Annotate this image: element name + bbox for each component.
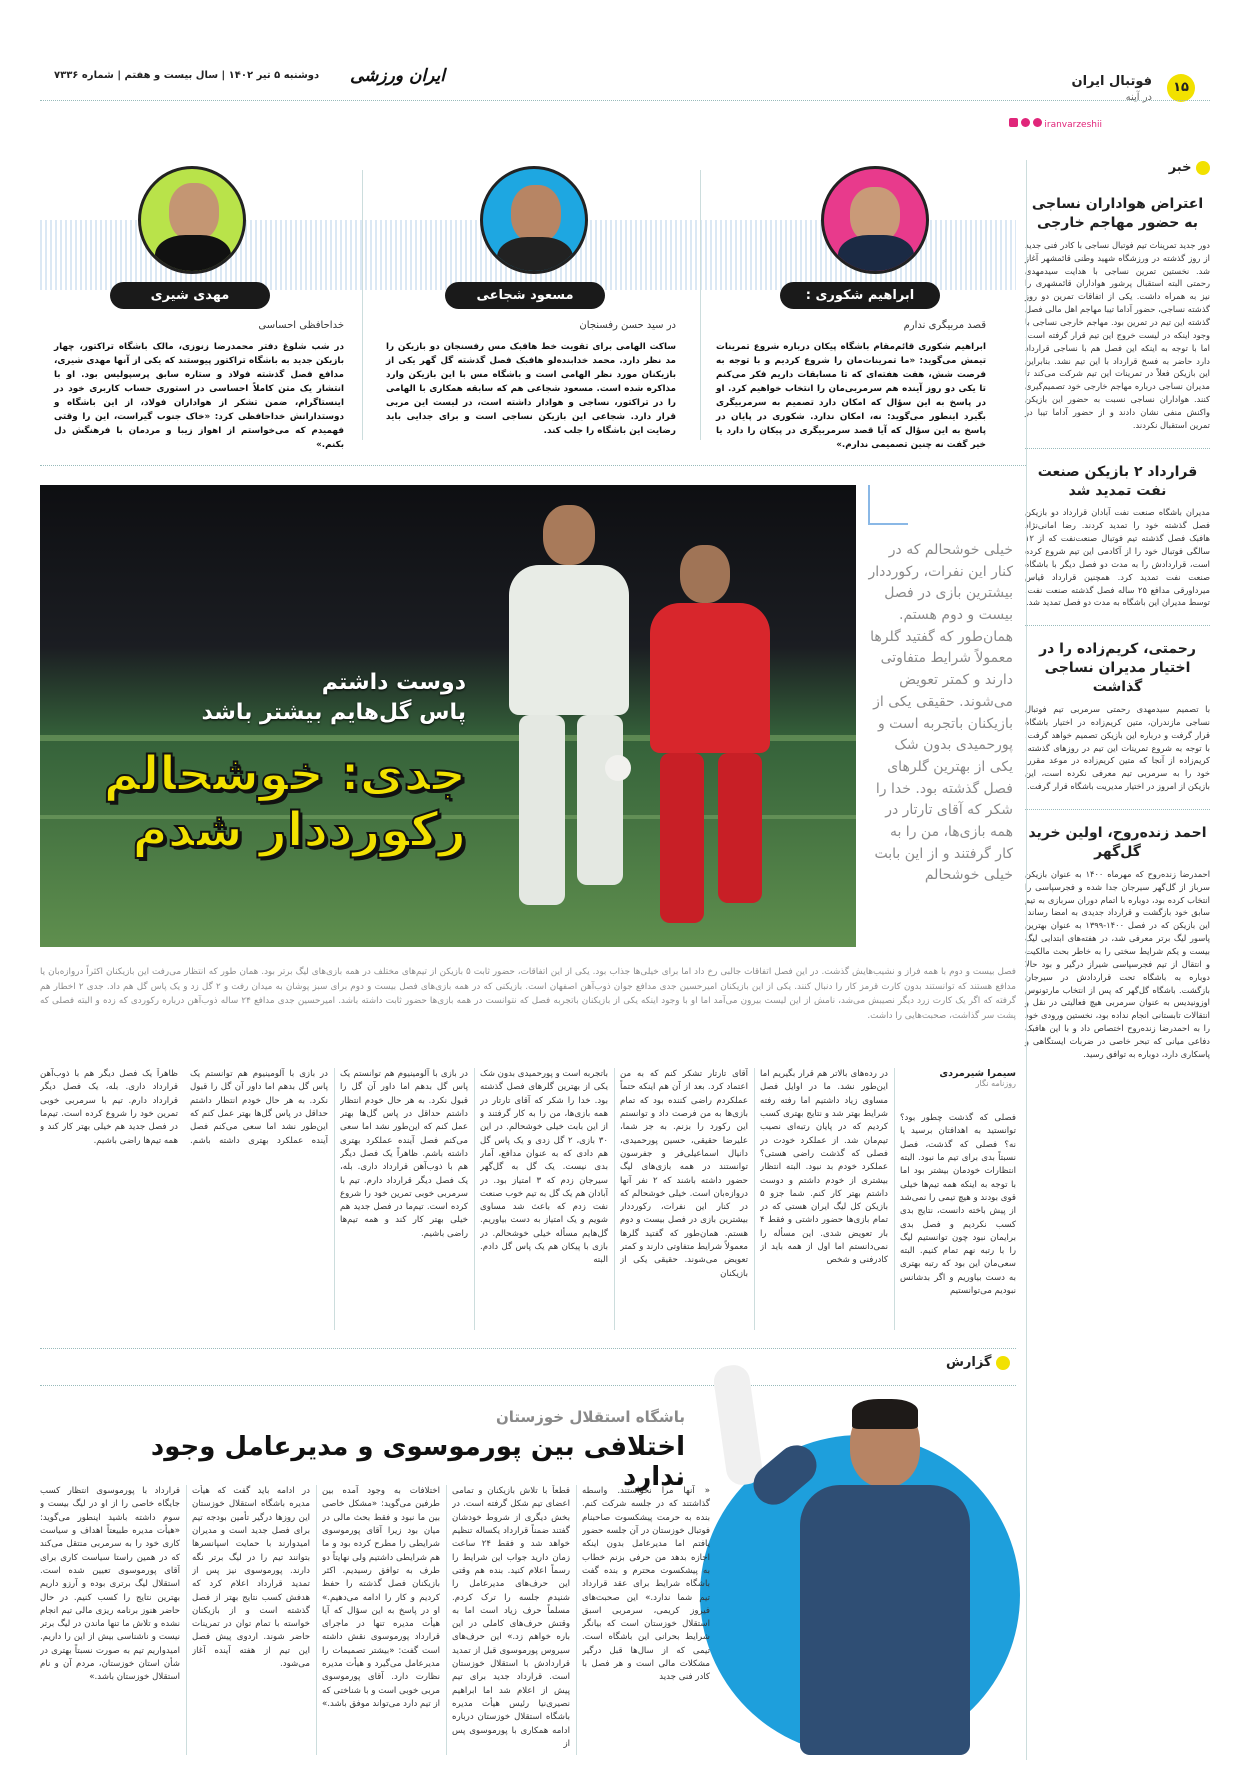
feature-photo xyxy=(40,485,856,947)
sidebar-item[interactable] xyxy=(1025,824,1210,1061)
twitter-icon xyxy=(1033,118,1042,127)
sidebar-divider xyxy=(1025,448,1210,449)
telegram-icon xyxy=(1021,118,1030,127)
feature-kicker-2: پاس گل‌هایم بیشتر باشد xyxy=(201,700,466,725)
sidebar-separator xyxy=(1026,160,1027,1760)
pull-quote-icon xyxy=(868,485,908,525)
column-rule xyxy=(316,1485,317,1755)
page-header xyxy=(0,0,1250,130)
yellow-dot-icon xyxy=(996,1356,1010,1370)
news-body: مدیران باشگاه صنعت نفت آبادان قرارداد دو بازیکن فصل گذشته خود را تمدید کردند. رضا امانی‌نژاد هافبک فصل گذشته تیم فوتبال صنعت‌نفت که از ۱۲ سالگی فوتبال خود را از آکادمی این تیم شروع کرده است، قراردادش را به مدت دو فصل دیگر با باشگاه صنعت نفت تمدید کرد. همچنین قرارداد قیاس میرداورقی مدافع ۲۵ ساله فصل گذشته صنعت نفت، توسط مدیران این باشگاه به مدت دو فصل تمدید شد. xyxy=(1025,507,1210,608)
section-subtitle: در آینه xyxy=(1125,92,1152,103)
feature-lead: فصل بیست و دوم با همه فراز و نشیب‌هایش گذشت. در این فصل اتفاقات جالبی رخ داد اما برای خیلی‌ها جذاب بود. یکی از این اتفاقات، حضور ثابت ۵ بازیکن از تیم‌های مختلف در همه بازی‌های لیگ برتر بود. همان طور که انتظار می‌رفت این بازیکنان اکثراً دروازه‌بان یا مدافع هستند که توانستند بدون کارت قرمز کار را دنبال کنند. یکی از این بازیکنان امیرحسین جدی مدافع جوان ذوب‌آهن اصفهان است. بازیکنی که در همه بازی‌های فصل بیست و دوم برای سبز پوشان به میدان رفت و ۲ گل زد و یک پاس گل هم داد. جدی ۲ اخطار هم گرفته که اگر یک کارت زرد دیگر نصیبش می‌شد، نامش از این لیست بیرون می‌آمد اما او با وجود اینکه یکی از بازیکنان باتجربه فصل که نتوانست در همه بازی‌ها حضور ثابت داشته باشد. امیرحسین جدی مدافع ۲۴ ساله ذوب‌آهن درباره رکوردی که زده و البته فصلی که پشت سر گذاشت، صحبت‌هایی را داشت. xyxy=(40,967,1016,1021)
article-column: فصلی که گذشت چطور بود؟ توانستید به اهدافتان برسید یا نه؟ فصلی که گذشت، فصل نسبتاً بدی برای تیم ما نبود. البته انتظارات خودمان بیشتر بود اما با توجه به اینکه همه تیم‌ها خیلی قوی بودند و هیچ تیمی را نمی‌شد از پیش باخته دانست، نتایج بدی کسب نکردیم و فصل بدی برایمان نبود چون توانستیم لیگ را با رتبه نهم تمام کنیم. البته سعی‌مان این بود که رتبه بهتری به دست بیاوریم و اگر بدشانس نبودیم می‌توانستیم xyxy=(900,1113,1016,1297)
feature-headline: جدی: خوشحالم xyxy=(103,746,466,802)
article-column: آقای تارتار تشکر کنم که به من اعتماد کرد. بعد از آن هم اینکه حتماً عملکردم راضی کننده بود که تمام بازی‌ها به من فرصت داد و توانستم این رکورد را بزنم. به جز شما، علیرضا حقیقی، حسین پورحمیدی، دانیال اسماعیلی‌فر و جفرسون توانستند در همه بازی‌های لیگ حضور داشته باشند که ۲ نفر آنها دروازه‌بان است. خیلی خوشحالم که در کنار این نفرات، رکورددار بیشترین بازی در فصل بیست و دوم هستم. همان‌طور که گفتید گلرها معمولاً شرایط متفاوتی دارند و کمتر تعویض می‌شوند. حقیقی یکی از بازیکنان xyxy=(620,1069,748,1279)
article-column: در رده‌های بالاتر هم قرار بگیریم اما این‌طور نشد. ما در اوایل فصل مساوی زیاد داشتیم اما رفته رفته شرایط بهتر شد و نتایج بهتری کسب کردیم که در پایان رتبه‌ای نصیب تیم‌مان شد. از عملکرد خودت در فصلی که گذشت راضی هستی؟ عملکرد خودم بد نبود. البته انتظار بیشتری از خودم داشتم و دوست داشتم بهتر کار کنم. شما جزو ۵ بازیکن کل لیگ ایران هستی که در تمام بازی‌ها حضور داشتی و فقط ۴ بار تعویض شدی. این مسأله را نمی‌دانستم اما اول از همه باید از کادرفنی و شخص xyxy=(760,1069,888,1266)
column-rule xyxy=(700,170,701,440)
section-divider xyxy=(40,1348,1016,1349)
news-body: دور جدید تمرینات تیم فوتبال نساجی با کادر فنی جدید از روز گذشته در ورزشگاه شهید وطنی قائمشهر آغاز شد. نخستین تمرین نساجی با هدایت سیدمهدی رحمتی البته استقبال پرشور هواداران قائمشهری را نیز به همراه داشت. یکی از اتفاقات تمرین دو روز گذشته نساجی، حضور آداما تیبا مهاجم اهل مالی فصل گذشته این تیم در تمرین بود. مهاجم خارجی نساجی با وجود اینکه در لیست خروج این تیم قرار گرفته است، اما با توجه به اینکه این فصل هم با نساجی قرارداد دارد حاضر به فسخ قرارداد با این تیم نشد. بنابراین این بازیکن فعلاً در تمرینات این تیم شرکت می‌کند تا مدیران نساجی درباره مهاجم خارجی خود تصمیم‌گیری کنند. هواداران نساجی نسبت به حضور این بازیکن واکنش منفی نشان دادند و از حضور آداما تیبا در تمرین استقبال نکردند. xyxy=(1025,239,1210,430)
section-divider xyxy=(40,465,1026,466)
sidebar-item[interactable] xyxy=(1025,195,1210,432)
news-body: با تصمیم سیدمهدی رحمتی سرمربی تیم فوتبال نساجی مازندران، متین کریم‌زاده در اختیار باشگاه قرار گرفت و درباره این بازیکن تصمیم خواهد گرفت. با توجه به شروع تمرینات این تیم در روزهای گذشته، کریم‌زاده از آنجا که متین کریم‌زاده در موعد مقرر، خود را به سرمربی تیم معرفی نکرده است، این بازیکن از امروز در اختیار مدیریت باشگاه قرار گرفت. xyxy=(1025,704,1210,792)
author-name: سیمرا شیرمردی xyxy=(939,1068,1016,1079)
social-handle: iranvarzeshii xyxy=(1044,120,1102,130)
column-rule xyxy=(446,1485,447,1755)
feature-headline-2: رکورددار شدم xyxy=(132,802,466,858)
coach-figure xyxy=(790,1375,990,1775)
quote-text: ساکت الهامی برای تقویت خط هافبک مس رفسنجان دو بازیکن را مد نظر دارد. محمد خدابنده‌لو هافبک فصل گذشته گل گهر یکی از بازیکنان مورد نظر الهامی است و باشگاه مس با این بازیکن وارد مذاکره شده است. مسعود شجاعی هم که سابقه همکاری با الهامی را در تراکتور، نساجی و هوادار داشته است، در لیست این مربی قرار دارد. شجاعی این بازیکن نساجی است و برای جدایی باید رضایت این باشگاه را جلب کند. xyxy=(386,342,676,437)
avatar xyxy=(480,166,588,274)
article-column: در بازی با آلومینیوم هم توانستم یک پاس گل بدهم اما داور آن گل را قبول نکرد. به هر حال خودم انتظار داشتم حداقل در پاس گل‌ها بهتر عمل کنم که این‌طور نشد اما سعی می‌کنم فصل آینده عملکرد بهتری داشته باشم. ظاهراً یک فصل دیگر هم با ذوب‌آهن قرارداد داری. بله، یک فصل دیگر قرارداد دارم. تیم با سرمربی خوبی تمرین خود را شروع کرده است. تیم‌ما در فصل جدید هم خیلی بهتر کار کند و همه تیم‌ها راضی باشیم. xyxy=(340,1069,468,1239)
column-rule xyxy=(894,1068,895,1330)
issue-info: دوشنبه ۵ تیر ۱۴۰۲ | سال بیست و هفتم | شماره ۷۳۳۶ xyxy=(54,70,320,81)
report-column: در ادامه باید گفت که هیأت مدیره باشگاه استقلال خوزستان این روزها درگیر تأمین بودجه تیم برای فصل جدید است و مدیران امیدوارند با حمایت اسپانسرها بتوانند تیم را در لیگ برتر نگه دارند. پورموسوی نیز پس از تمدید قرارداد اعلام کرد که هدفش کسب نتایج بهتر از فصل گذشته است و از بازیکنان خواسته با تمام توان در تمرینات حاضر شوند. اردوی پیش فصل این تیم از هفته آینده آغاز می‌شود. xyxy=(192,1486,310,1670)
report-headline: اختلافی بین پورموسوی و مدیرعامل وجود ندارد xyxy=(150,1432,685,1492)
person-name: مسعود شجاعی xyxy=(445,282,605,309)
news-title: اعتراض هواداران نساجی به حضور مهاجم خارجی xyxy=(1031,196,1204,231)
news-title: احمد زنده‌روح، اولین خرید گل‌گهر xyxy=(1028,825,1207,860)
yellow-dot-icon xyxy=(1196,161,1210,175)
column-rule xyxy=(576,1485,577,1755)
instagram-icon xyxy=(1009,118,1018,127)
author-role: روزنامه نگار xyxy=(975,1079,1016,1088)
football xyxy=(605,755,631,781)
quote-text: در شب شلوغ دفتر محمدرضا زنوزی، مالک باشگاه تراکتور، چهار بازیکن جدید به باشگاه تراکتور پیوستند که یکی از آنها مهدی شیری، مدافع فصل گذشته فولاد و ستاره سابق پرسپولیس بود. او با انتشار یک متن کاملاً احساسی در استوری حساب کاربری خود در اینستاگرام، ضمن تشکر از هواداران فولاد، از این باشگاه و دوستدارانش خداحافظی کرد: «خاک جنوب گیراست، این را وقتی فهمیدم که می‌خواستم از اهواز زیبا و مردمان با فرهنگش دل بکنم.» xyxy=(54,342,344,451)
report-column: « آنها مرا نخواستند. واسطه گذاشتند که در جلسه شرکت کنم. بنده به حرمت پیشکسوت صاحبنام فوتبال خوزستان در آن جلسه حضور یافتم اما مدیرعامل بدون اینکه اجازه بدهد من حرفی بزنم خطاب به پیشکسوت محترم و بنده گفت باشگاه شرایط برای عقد قرارداد تیم شما ندارد.» این صحبت‌های فیروز کریمی، سرمربی اسبق استقلال خوزستان است که بیانگر شرایط بحرانی این باشگاه است. تیمی که از سال‌ها قبل درگیر مشکلات مالی است و هر فصل با کادر فنی جدید xyxy=(582,1486,710,1683)
quote-role: خداحافظی احساسی xyxy=(258,320,344,331)
sidebar-item[interactable] xyxy=(1025,463,1210,610)
news-sidebar xyxy=(1025,160,1210,1755)
report-column: اختلافات به وجود آمده بین طرفین می‌گوید: «مشکل خاصی بین ما نبود و فقط بحث مالی در میان بود زیرا آقای پورموسوی شرایطی را مطرح کرده بود و ما هم شرایطی داشتیم ولی نهایتاً دو طرف به توافق رسیدیم. اکثر بازیکنان فصل گذشته را حفظ کردیم و کار را ادامه می‌دهیم.» او در پاسخ به این سؤال که آیا هیأت مدیره تنها در ماجرای قرارداد پورموسوی نقش داشته است گفت: «بیشتر تصمیمات را مدیرعامل می‌گیرد و هیأت مدیره نظارت دارد. آقای پورموسوی مربی خوبی است و با شناختی که از تیم دارد می‌تواند موفق باشد.» xyxy=(322,1486,440,1709)
header-divider xyxy=(40,100,1210,101)
quote-card[interactable] xyxy=(365,160,690,450)
social-links[interactable] xyxy=(1009,118,1102,130)
column-rule xyxy=(362,170,363,440)
news-title: قرارداد ۲ بازیکن صنعت نفت تمدید شد xyxy=(1037,463,1198,499)
sidebar-heading: خبر xyxy=(1025,160,1210,175)
feature-kicker: دوست داشتم xyxy=(321,670,466,695)
report-column: قطعاً با تلاش بازیکنان و تمامی اعضای تیم شکل گرفته است. در بخش دیگری از شروط خودشان گفتند ضمناً قرارداد یکساله تنظیم خواهد شد و فقط ۲۴ ساعت زمان دارید جواب این شرایط را رسماً اعلام کنید. بنده هم وقتی این حرف‌های مدیرعامل را شنیدم جلسه را ترک کردم. مسلماً حرف زیاد است اما به وقتش حرف‌های کاملی در این باره خواهم زد.» این حرف‌های سیروس پورموسوی قبل از تمدید قراردادش با استقلال خوزستان است. قرارداد جدید برای تیم پیش از اعلام شد اما ابراهیم نصیری‌نیا رئیس هیأت مدیره باشگاه استقلال خوزستان درباره ادامه همکاری با پورموسوی پس از xyxy=(452,1486,570,1749)
newspaper-logo: ایران ورزشی xyxy=(350,66,446,86)
quote-role: قصد مربیگری ندارم xyxy=(903,320,986,331)
sidebar-item[interactable] xyxy=(1025,640,1210,793)
article-column: در بازی با آلومینیوم هم توانستم یک پاس گل بدهم اما داور آن گل را قبول نکرد. به هر حال خودم انتظار داشتم حداقل در پاس گل‌ها بهتر عمل کنم که این‌طور نشد اما سعی می‌کنم فصل آینده عملکرد بهتری داشته باشم. ظاهراً یک فصل دیگر هم با ذوب‌آهن قرارداد داری. بله، یک فصل دیگر قرارداد دارم. تیم با سرمربی خوبی تمرین خود را شروع کرده است. تیم‌ما در فصل جدید هم خیلی بهتر کار کند و همه تیم‌ها راضی باشیم. xyxy=(40,1069,328,1146)
page-number-badge: ۱۵ xyxy=(1167,74,1195,102)
quote-text: ابراهیم شکوری قائم‌مقام باشگاه پیکان درباره شروع تمرینات تیمش می‌گوید: «ما تمرینات‌مان را شروع کردیم و با توجه به فرصت شش، هفت هفته‌ای که تا مسابقات داریم فکر می‌کنم تا یکی دو روز آینده هم سرمربی‌مان را انتخاب خواهیم کرد. او در پاسخ به این سؤال که امکان دارد تصمیم به سرمربیگری بگیرد اینطور می‌گوید: نه، امکان ندارد. شکوری در پایان در پاسخ به این سؤال که آیا قصد سرمربیگری در پیکان را دارد یا خیر گفت نه چنین تصمیمی ندارم.» xyxy=(716,342,986,451)
avatar xyxy=(138,166,246,274)
person-name: ابراهیم شکوری : xyxy=(780,282,940,309)
byline xyxy=(910,1068,1016,1088)
report-kicker: باشگاه استقلال خوزستان xyxy=(495,1408,685,1426)
quote-card[interactable] xyxy=(40,160,358,450)
avatar xyxy=(821,166,929,274)
column-rule xyxy=(754,1068,755,1330)
quote-card[interactable] xyxy=(700,160,1000,450)
news-body: احمدرضا زنده‌روح که مهرماه ۱۴۰۰ به عنوان بازیکن سرباز از گل‌گهر سیرجان جدا شده و فجرسپاسی را انتخاب کرده بود، دوباره با اتمام دوران سربازی به تیم سابق خود بازگشت و قرارداد جدیدی به امضا رساند. این بازیکن که در فصل ۱۴۰۰-۱۳۹۹ به عنوان بهترین پاسور لیگ برتر معرفی شد، در هفته‌های ابتدایی لیگ بیست و یکم شرایط سختی را به خاطر بحث مالکیت و انتقال از تیم فجرسپاسی شیراز درگیر و بود حالا دوباره به باشگاه تحت قراردادش در سیرجان بازگشت. باشگاه گل‌گهر که پس از انتخاب مارتونوس اوزونیدیس به عنوان سرمربی هیچ فعالیتی در نقل و انتقالات تابستانی انجام نداده بود، نخستین ورودی خود را به احمدرضا زنده‌روح اختصاص داد و با این هافبک دفاعی میانی که تبحر خاصی در ضربات ایستگاهی و پاسکاری دارد، دوباره به توافق رسید. xyxy=(1025,868,1210,1059)
player-red xyxy=(640,545,790,935)
column-rule xyxy=(186,1485,187,1755)
column-rule xyxy=(474,1068,475,1330)
report-heading: گزارش xyxy=(946,1355,1010,1370)
pull-quote: خیلی خوشحالم که در کنار این نفرات، رکورددار بیشترین بازی در فصل بیست و دوم هستم. همان‌طور که گفتید گلرها معمولاً شرایط متفاوتی دارند و کمتر تعویض می‌شوند. حقیقی یکی از بازیکنان باتجربه است و پورحمیدی بدون شک یکی از بهترین گلرهای فصل گذشته بود. خدا را شکر که آقای تارتار در همه بازی‌ها، من را به کار گرفتند و از این بابت خیلی خوشحالم xyxy=(868,542,1013,884)
sidebar-divider xyxy=(1025,809,1210,810)
player-white xyxy=(485,505,655,935)
person-name: مهدی شیری xyxy=(110,282,270,309)
article-column: باتجربه است و پورحمیدی بدون شک یکی از بهترین گلرهای فصل گذشته بود. خدا را شکر که آقای تارتار در همه بازی‌ها، من را به کار گرفتند و از این بابت خیلی خوشحالم. در این ۳۰ بازی، ۲ گل زدی و یک پاس گل هم دادی که به عنوان مدافع، آمار بدی نیست. یک گل به گل‌گهر سیرجان زدم که ۳ امتیاز بود. در آبادان هم یک گل به تیم خوب صنعت نفت زدم که باعث شد مساوی شویم و یک امتیاز به دست بیاوریم. گل‌هایم مسأله خیلی خوشحالم. در بازی با پیکان هم یک پاس گل دادم. البته xyxy=(480,1069,608,1266)
quote-role: در سید حسن رفسنجان xyxy=(579,320,676,331)
news-title: رحمتی، کریم‌زاده را در اختیار مدیران نساجی گذاشت xyxy=(1039,641,1196,696)
section-title: فوتبال ایران xyxy=(1071,74,1152,89)
sidebar-divider xyxy=(1025,625,1210,626)
column-rule xyxy=(334,1068,335,1330)
column-rule xyxy=(614,1068,615,1330)
report-column: قرارداد با پورموسوی انتظار کسب جایگاه خاصی را از او در لیگ بیست و سوم داشته باشید اینطور می‌گوید: «هیأت مدیره طبیعتاً اهداف و سیاست کاری خود را به سرمربی منتقل می‌کند که در همین راستا سیاست کاری برای آقای پورموسوی تعیین شده است. استقلال لیگ برتری بوده و آرزو داریم بهترین نتایج را کسب کنیم. در حال حاضر هنوز برنامه ریزی مالی تیم انجام نشده و تلاش ما تنها ماندن در لیگ برتر نیست و ناشناسی بیش از این را داریم. امیدواریم تیم به صورت نسبتاً بهتری در شأن استان خوزستان، مردم آن و نام استقلال خوزستان باشد.» xyxy=(40,1486,180,1683)
